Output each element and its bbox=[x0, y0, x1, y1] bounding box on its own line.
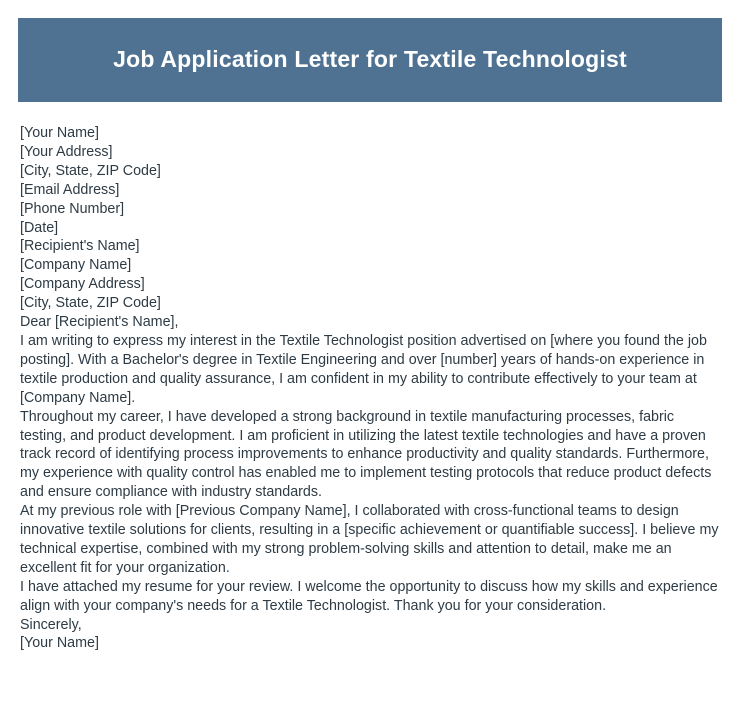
sender-line-city: [City, State, ZIP Code] bbox=[20, 162, 161, 179]
recipient-line-company-address: [Company Address] bbox=[20, 276, 145, 293]
closing: Sincerely, bbox=[20, 616, 82, 633]
recipient-address-block bbox=[20, 237, 720, 313]
body-paragraph-1: I am writing to express my interest in the Textile Technologist position advertised on [where you found the job posting]. With a Bachelor's degree in Textile Engineering and over [number] years of hands-on experience in textile production and quality assurance, I am confident in my ability to contribute effectively to your team at [Company Name]. bbox=[20, 332, 707, 406]
recipient-line-name: [Recipient's Name] bbox=[20, 238, 140, 255]
sender-line-date: [Date] bbox=[20, 219, 59, 236]
document-page bbox=[0, 18, 740, 723]
sender-line-address: [Your Address] bbox=[20, 143, 113, 160]
sender-line-phone: [Phone Number] bbox=[20, 200, 125, 217]
sender-line-email: [Email Address] bbox=[20, 181, 120, 198]
page-title: Job Application Letter for Textile Technologist bbox=[113, 46, 627, 73]
salutation: Dear [Recipient's Name], bbox=[20, 314, 179, 331]
body-paragraph-3: At my previous role with [Previous Company Name], I collaborated with cross-functional teams to design innovative textile solutions for clients, resulting in a [specific achievement or quantifiable success]. I believe my technical expertise, combined with my strong problem-solving skills and attention to detail, make me an excellent fit for your organization. bbox=[20, 503, 719, 576]
letter-body bbox=[20, 124, 720, 653]
document-header-band bbox=[18, 18, 722, 102]
body-paragraph-4: I have attached my resume for your review. I welcome the opportunity to discuss how my skills and experience align with your company's needs for a Textile Technologist. Thank you for your consideration. bbox=[20, 578, 718, 614]
recipient-line-city: [City, State, ZIP Code] bbox=[20, 295, 161, 312]
body-paragraph-2: Throughout my career, I have developed a strong background in textile manufacturing processes, fabric testing, and product development. I am proficient in utilizing the latest textile technologies and have a proven track record of identifying process improvements to enhance productivity and quality standards. Furthermore, my experience with quality control has enabled me to implement testing protocols that reduce product defects and ensure compliance with industry standards. bbox=[20, 408, 712, 501]
sender-address-block bbox=[20, 124, 720, 237]
sender-line-name: [Your Name] bbox=[20, 125, 99, 141]
recipient-line-company: [Company Name] bbox=[20, 257, 132, 274]
signature-name: [Your Name] bbox=[20, 635, 99, 652]
